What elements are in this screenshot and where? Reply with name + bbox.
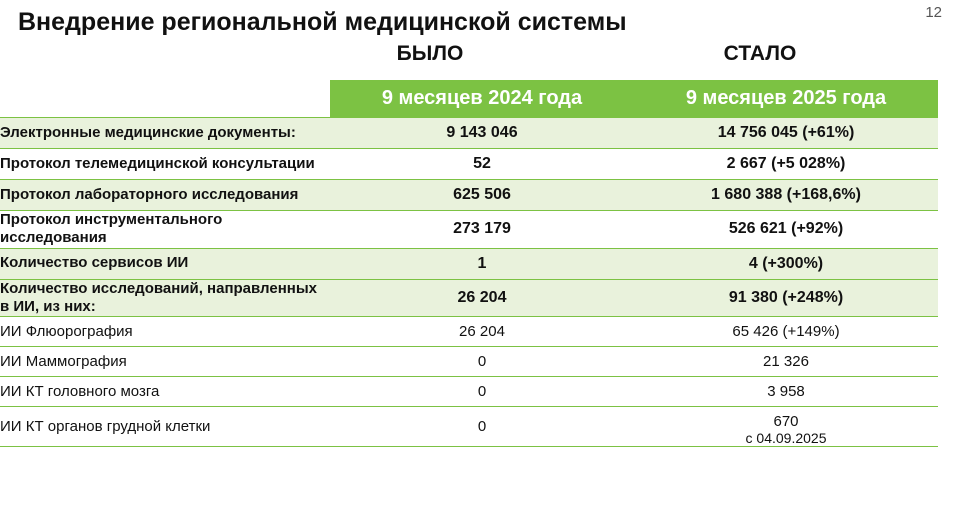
period-header-bar [330,80,938,117]
metric-value-after-text: 91 380 (+248%) [728,288,844,306]
metric-value-before [330,149,634,180]
metric-value-before-text: 0 [477,383,487,401]
metric-value-after [634,180,938,211]
metric-label: Количество исследований, направленных в ИИ, из них: [0,279,330,317]
metric-label: ИИ Маммография [0,347,330,377]
metric-value-after-text: 65 426 (+149%) [732,323,840,341]
metrics-table [0,117,938,447]
table-row [0,149,938,180]
metric-value-after [634,149,938,180]
period-after: 9 месяцев 2025 года [685,87,887,109]
metric-value-before [330,248,634,279]
metric-value-before-text: 0 [477,353,487,371]
metric-value-before [330,180,634,211]
page-number: 12 [925,4,942,21]
metric-value-before [330,317,634,347]
table-row [0,317,938,347]
metric-value-before-text: 26 204 [459,323,505,341]
metric-value-after [634,317,938,347]
metric-value-before-text: 625 506 [453,186,511,203]
metric-value-after [634,118,938,149]
metric-label: ИИ КТ головного мозга [0,377,330,407]
table-row [0,118,938,149]
metric-value-before [330,347,634,377]
metric-value-before [330,377,634,407]
table-row [0,347,938,377]
metric-value-after-text: 2 667 (+5 028%) [726,155,846,172]
metric-label: Протокол телемедицинской консультации [0,149,330,180]
metric-label: Протокол инструментального исследования [0,211,330,249]
column-header-before: БЫЛО [396,42,464,65]
column-headers [0,42,956,74]
metric-value-before-text: 0 [477,418,487,436]
metric-value-before [330,118,634,149]
page-title: Внедрение региональной медицинской системы [18,8,627,36]
metric-label: ИИ КТ органов грудной клетки [0,407,330,447]
metric-value-before-text: 1 [477,254,487,272]
metric-value-after [634,377,938,407]
table-row [0,180,938,211]
metric-value-after-text: 670 [773,413,799,431]
metric-label: Электронные медицинские документы: [0,118,330,149]
metric-value-before-text: 9 143 046 [446,124,518,141]
metric-value-after-text: 14 756 045 (+61%) [717,124,855,141]
metric-value-after [634,407,938,447]
metric-value-before-text: 273 179 [453,220,511,238]
period-before: 9 месяцев 2024 года [381,87,583,109]
metric-value-after [634,211,938,249]
metric-label: Протокол лабораторного исследования [0,180,330,211]
metric-value-after-note: с 04.09.2025 [745,430,827,447]
metric-value-after-text: 1 680 388 (+168,6%) [711,186,861,203]
table-row [0,248,938,279]
metric-value-after [634,347,938,377]
metric-value-before [330,407,634,447]
metric-value-after [634,248,938,279]
metric-label: ИИ Флюорография [0,317,330,347]
metric-value-after-text: 526 621 (+92%) [728,220,844,238]
metric-value-after-text: 3 958 [767,383,805,401]
column-header-after: СТАЛО [723,42,797,65]
metric-value-after [634,279,938,317]
metric-value-before [330,211,634,249]
metric-label: Количество сервисов ИИ [0,248,330,279]
metric-value-before-text: 26 204 [457,288,507,306]
metric-value-before-text: 52 [473,155,491,172]
table-row [0,211,938,249]
table-row [0,377,938,407]
table-row [0,407,938,447]
table-row [0,279,938,317]
metric-value-after-text: 4 (+300%) [748,254,824,272]
metric-value-before [330,279,634,317]
metric-value-after-text: 21 326 [763,353,809,371]
